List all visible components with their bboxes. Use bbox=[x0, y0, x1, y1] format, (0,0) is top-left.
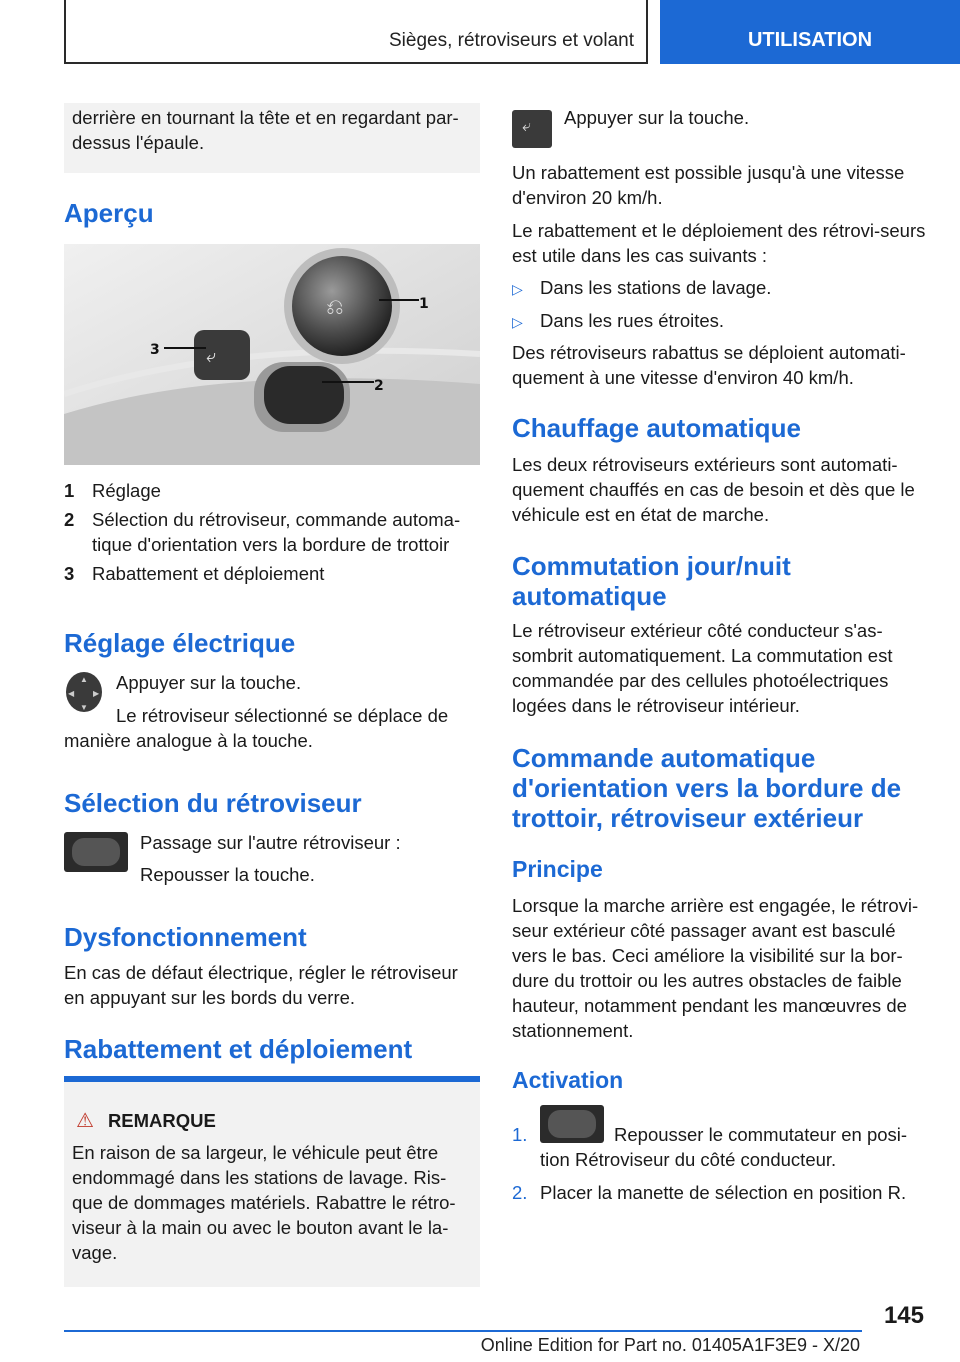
legend-item bbox=[64, 478, 480, 503]
svg-text:▶: ▶ bbox=[93, 689, 100, 698]
heading-line: Commande automatique bbox=[512, 743, 816, 773]
bullet-triangle-icon: ▷ bbox=[512, 314, 523, 330]
svg-text:⤶: ⤶ bbox=[206, 346, 217, 367]
footer-divider bbox=[64, 1330, 862, 1332]
section-title: Sièges, rétroviseurs et volant bbox=[388, 30, 634, 51]
heading-line: d'orientation vers la bordure de bbox=[512, 773, 902, 803]
mirror-controls-photo bbox=[64, 244, 480, 465]
note-title: REMARQUE bbox=[107, 1109, 216, 1131]
selection-p1: Passage sur l'autre rétroviseur : bbox=[140, 832, 401, 853]
note-header bbox=[76, 1108, 216, 1133]
reglage-p2: Le rétroviseur sélectionné se déplace de manière analogue à la touche. bbox=[64, 705, 449, 751]
right-press: Appuyer sur la touche. bbox=[564, 107, 750, 128]
right-auto: Des rétroviseurs rabattus se déploient automati-quement à une vitesse d'environ 40 km/h. bbox=[512, 342, 906, 388]
legend-num: 1 bbox=[64, 480, 75, 501]
heading-commande bbox=[512, 743, 901, 833]
reglage-p1: Appuyer sur la touche. bbox=[116, 672, 302, 693]
legend-item bbox=[64, 561, 480, 586]
dysf-text: En cas de défaut électrique, régler le rétroviseur en appuyant sur les bords du verre. bbox=[64, 962, 458, 1008]
legend-item bbox=[64, 507, 480, 557]
heading-activation: Activation bbox=[512, 1067, 624, 1093]
warning-icon: ⚠ bbox=[76, 1110, 94, 1132]
svg-text:◀: ◀ bbox=[68, 689, 75, 698]
note-box bbox=[64, 1076, 480, 1287]
legend-num: 3 bbox=[64, 563, 75, 584]
bullet-text: Dans les rues étroites. bbox=[540, 310, 725, 331]
selector-switch-icon bbox=[64, 832, 128, 872]
legend-list bbox=[64, 478, 480, 586]
svg-text:▲: ▲ bbox=[80, 675, 88, 684]
right-useful: Le rabattement et le déploiement des rétrovi-seurs est utile dans les cas suivants : bbox=[512, 220, 926, 266]
step-number: 1. bbox=[512, 1124, 528, 1145]
step-text: Placer la manette de sélection en position R. bbox=[540, 1182, 907, 1203]
fold-button-icon: ⤶ bbox=[512, 110, 552, 148]
mirror-controls-illustration bbox=[64, 244, 480, 465]
heading-selection: Sélection du rétroviseur bbox=[64, 788, 362, 818]
legend-text: Réglage bbox=[92, 480, 161, 501]
heading-apercu: Aperçu bbox=[64, 198, 154, 228]
heading-commutation bbox=[512, 551, 791, 611]
bullet-item bbox=[512, 308, 724, 335]
callout-1: 1 bbox=[419, 296, 429, 312]
right-speed: Un rabattement est possible jusqu'à une vitesse d'environ 20 km/h. bbox=[512, 162, 905, 208]
selection-p2: Repousser la touche. bbox=[140, 864, 315, 885]
legend-text: Rabattement et déploiement bbox=[92, 563, 325, 584]
svg-text:▼: ▼ bbox=[80, 703, 88, 712]
legend-num: 2 bbox=[64, 509, 75, 530]
bullet-text: Dans les stations de lavage. bbox=[540, 277, 772, 298]
heading-line: trottoir, rétroviseur extérieur bbox=[512, 803, 864, 833]
commutation-text: Le rétroviseur extérieur côté conducteur s'as-sombrit automatiquement. La commutation est commandée par des cellules photoélectriques logées dans le rétroviseur intérieur. bbox=[512, 620, 893, 716]
heading-reglage: Réglage électrique bbox=[64, 628, 296, 658]
callout-3: 3 bbox=[150, 342, 160, 358]
step-number: 2. bbox=[512, 1182, 528, 1203]
legend-text: Sélection du rétroviseur, commande automa-tique d'orientation vers la bordure de trottoir bbox=[92, 509, 461, 555]
chapter-tab: UTILISATION bbox=[660, 0, 960, 64]
principe-text: Lorsque la marche arrière est engagée, le rétrovi-seur extérieur côté passager avant est basculé vers le bas. Ceci améliore la visibilité sur la bor-dure du trottoir ou les autres obstacles de faible hauteur, notamment pendant les manœuvres de stationnement. bbox=[512, 895, 919, 1041]
intro-box bbox=[64, 103, 480, 173]
intro-text: derrière en tournant la tête et en regardant par-dessus l'épaule. bbox=[72, 107, 459, 153]
heading-line: automatique bbox=[512, 581, 667, 611]
heading-dysfonctionnement: Dysfonctionnement bbox=[64, 922, 307, 952]
heading-line: Commutation jour/nuit bbox=[512, 551, 791, 581]
bullet-triangle-icon: ▷ bbox=[512, 281, 523, 297]
header-box bbox=[64, 0, 648, 64]
page-number: 145 bbox=[883, 1302, 924, 1329]
heading-chauffage: Chauffage automatique bbox=[512, 413, 801, 443]
heading-rabattement: Rabattement et déploiement bbox=[64, 1034, 413, 1064]
step-item bbox=[512, 1180, 926, 1205]
footer-edition: Online Edition for Part no. 01405A1F3E9 - X/20 bbox=[480, 1335, 860, 1355]
bullet-item bbox=[512, 275, 771, 302]
step-text: Repousser le commutateur en posi-tion Rétroviseur du côté conducteur. bbox=[540, 1124, 908, 1170]
heading-principe: Principe bbox=[512, 856, 603, 882]
chauffage-text: Les deux rétroviseurs extérieurs sont automati-quement chauffés en cas de besoin et dès que le véhicule est en état de marche. bbox=[512, 454, 915, 525]
note-text: En raison de sa largeur, le véhicule peut être endommagé dans les stations de lavage. Ris-que de dommages matériels. Rabattre le rétro-viseur à la main ou avec le bouton avant le la-vage. bbox=[72, 1142, 456, 1263]
callout-2: 2 bbox=[374, 378, 384, 394]
svg-text:⎌: ⎌ bbox=[326, 295, 344, 320]
